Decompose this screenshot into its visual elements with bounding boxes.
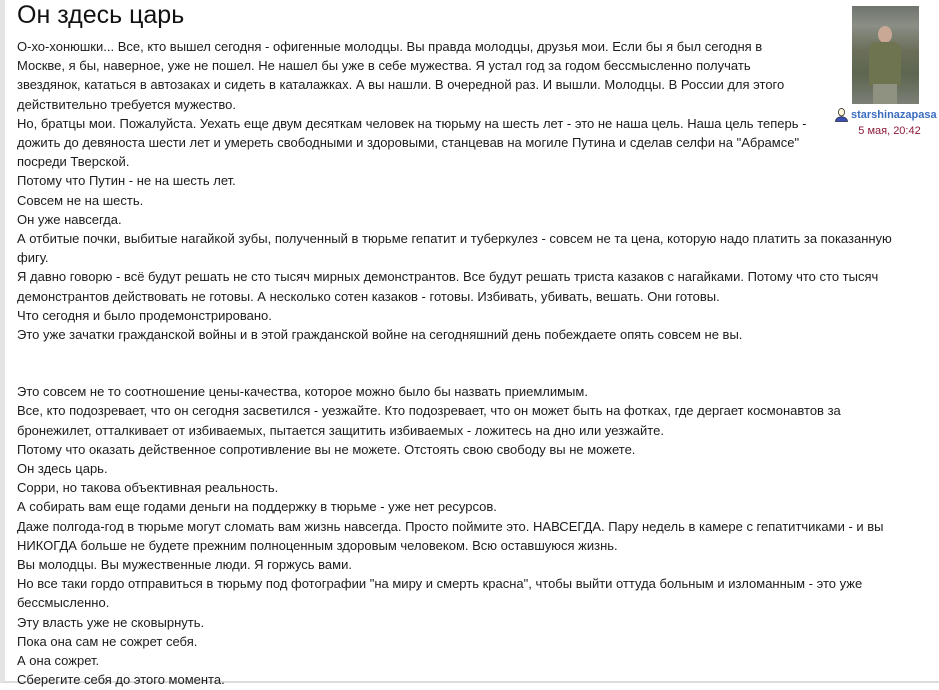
text-line: фигу. bbox=[17, 250, 49, 266]
post-date: 5 мая, 20:42 bbox=[858, 125, 921, 137]
text-line: Все, кто подозревает, что он сегодня засветился - уезжайте. Кто подозревает, что он может быть на фотках, где дергает космонавтов за bbox=[17, 403, 841, 419]
text-line: Он уже навсегда. bbox=[17, 211, 122, 227]
text-line: Но все таки гордо отправиться в тюрьму под фотографии "на миру и смерть красна", чтобы выйти оттуда больным и изломанным - это уже bbox=[17, 576, 863, 592]
paragraph-gap bbox=[17, 344, 817, 382]
author-link[interactable] bbox=[834, 107, 939, 122]
author-username[interactable]: starshinazapasa bbox=[851, 108, 937, 121]
text-line: Даже полгода-год в тюрьме могут сломать вам жизнь навсегда. Просто поймите это. НАВСЕГДА. Пару недель в камере с гепатитчиками - и вы bbox=[17, 518, 884, 534]
text-line: А собирать вам еще годами деньги на поддержку в тюрьме - уже нет ресурсов. bbox=[17, 499, 497, 515]
text-line: дожить до девяноста шести лет и умереть свободными и здоровыми, станцевав на могиле Путина и сделав селфи на "Абрамсе" bbox=[17, 135, 800, 151]
text-line: Сорри, но такова объективная реальность. bbox=[17, 480, 279, 496]
text-line: Потому что Путин - не на шесть лет. bbox=[17, 173, 236, 189]
author-info bbox=[834, 6, 939, 137]
text-line: Что сегодня и было продемонстрировано. bbox=[17, 307, 272, 323]
text-line: Это совсем не то соотношение цены-качества, которое можно было бы назвать приемлимым. bbox=[17, 384, 588, 400]
post-paragraph-block-2 bbox=[17, 382, 884, 689]
post-title: Он здесь царь bbox=[17, 1, 185, 29]
text-line: действительно требуется мужество. bbox=[17, 96, 236, 112]
text-line: Вы молодцы. Вы мужественные люди. Я горжусь вами. bbox=[17, 557, 352, 573]
text-line: посреди Тверской. bbox=[17, 154, 130, 170]
text-line: Сберегите себя до этого момента. bbox=[17, 672, 225, 688]
text-line: Потому что оказать действенное сопротивление вы не можете. Отстоять свою свободу вы не можете. bbox=[17, 441, 636, 457]
text-line: Москве, я бы, наверное, уже не пошел. Не нашел бы уже в себе мужества. Я устал год за годом бессмысленно получать bbox=[17, 58, 751, 74]
text-line: бессмысленно. bbox=[17, 595, 110, 611]
text-line: бронежилет, отталкивает от избиваемых, пытается защитить избиваемых - ложитесь на дно или уезжайте. bbox=[17, 422, 664, 438]
text-line: Совсем не на шесть. bbox=[17, 192, 144, 208]
text-line: Эту власть уже не сковырнуть. bbox=[17, 614, 205, 630]
text-line: Он здесь царь. bbox=[17, 461, 108, 477]
text-line: Это уже зачатки гражданской войны и в этой гражданской войне на сегодняшний день побеждаете опять совсем не вы. bbox=[17, 327, 743, 343]
text-line: звездянок, кататься в автозаках и сидеть в каталажках. А вы нашли. В очередной раз. И вышли. Молодцы. В России для этого bbox=[17, 77, 785, 93]
user-icon bbox=[834, 107, 849, 122]
author-photo[interactable] bbox=[852, 6, 919, 104]
text-line: Пока она сам не сожрет себя. bbox=[17, 633, 198, 649]
text-line: А отбитые почки, выбитые нагайкой зубы, полученный в тюрьме гепатит и туберкулез - совсем не та цена, которую надо платить за показанную bbox=[17, 231, 892, 247]
text-line: Я давно говорю - всё будут решать не сто тысяч мирных демонстрантов. Все будут решать триста казаков с нагайками. Потому что сто тысяч bbox=[17, 269, 879, 285]
text-line: демонстрантов действовать не готовы. А несколько сотен казаков - готовы. Избивать, убивать, вешать. Они готовы. bbox=[17, 288, 720, 304]
text-line: О-хо-хонюшки... Все, кто вышел сегодня - офигенные молодцы. Вы правда молодцы, друзья мои. Если бы я был сегодня в bbox=[17, 39, 763, 54]
text-line: Но, братцы мои. Пожалуйста. Уехать еще двум десяткам человек на тюрьму на шесть лет - это не наша цель. Наша цель теперь - bbox=[17, 115, 807, 131]
text-line: А она сожрет. bbox=[17, 653, 100, 669]
text-line: НИКОГДА больше не будете прежним полноценным здоровым человеком. Всю оставшуюся жизнь. bbox=[17, 537, 618, 553]
